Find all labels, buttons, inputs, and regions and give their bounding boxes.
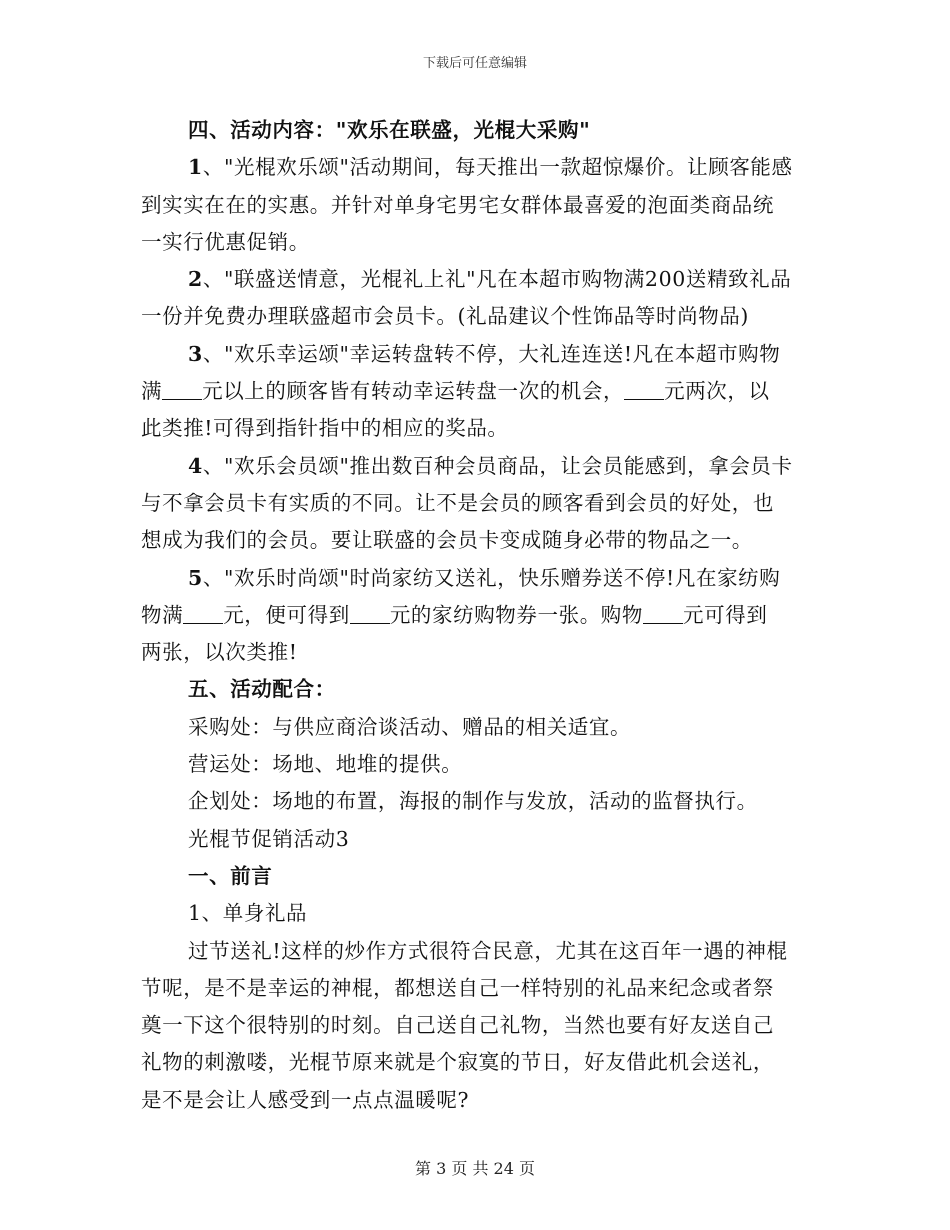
paragraph-line3: 奠一下这个很特别的时刻。自己送自己礼物，当然也要有好友送自己: [141, 1013, 774, 1038]
paragraph-line4: 礼物的刺激喽，光棍节原来就是个寂寞的节日，好友借此机会送礼，: [141, 1050, 774, 1075]
next-doc-title: 光棍节促销活动3: [188, 826, 350, 851]
item1-line1: [141, 149, 811, 186]
item5-text2d: 元可得到: [683, 602, 768, 627]
paragraph-line5: 是不是会让人感受到一点点温暖呢?: [141, 1087, 470, 1112]
item4-line3: 想成为我们的会员。要让联盛的会员卡变成随身必带的物品之一。: [141, 528, 753, 553]
item3-line3: 此类推!可得到指针指中的相应的奖品。: [141, 416, 509, 441]
item4-number: 4: [188, 453, 203, 478]
amount-blank: [183, 601, 223, 624]
item3-text2b: 元以上的顾客皆有转动幸运转盘一次的机会，: [202, 379, 625, 404]
item3-number: 3: [188, 341, 203, 366]
item5-line3: 两张，以次类推!: [141, 640, 298, 665]
item1-number: 1: [188, 155, 203, 180]
item2-text1: 、"联盛送情意，光棍礼上礼"凡在本超市购物满200送精致礼品: [202, 267, 792, 292]
item3-line1: [141, 336, 811, 373]
item1-line3: 一实行优惠促销。: [141, 229, 310, 254]
section5-heading: 五、活动配合：: [188, 677, 336, 702]
amount-blank: [643, 601, 683, 624]
item4-text1: 、"欢乐会员颂"推出数百种会员商品，让会员能感到，拿会员卡: [202, 453, 793, 478]
item4-line1: [141, 448, 811, 485]
item1-line2: 到实实在在的实惠。并针对单身宅男宅女群体最喜爱的泡面类商品统: [141, 192, 774, 217]
item2-line2: 一份并免费办理联盛超市会员卡。(礼品建议个性饰品等时尚物品): [141, 304, 749, 329]
paragraph-line2: 节呢，是不是幸运的神棍，都想送自己一样特别的礼品来纪念或者祭: [141, 975, 774, 1000]
preface-heading: 一、前言: [188, 863, 273, 888]
item1-text1: 、"光棍欢乐颂"活动期间，每天推出一款超惊爆价。让顾客能感: [202, 155, 793, 180]
item5-text2a: 物满: [141, 602, 184, 627]
item3-line2: [141, 373, 811, 410]
section4-heading: 四、活动内容："欢乐在联盛，光棍大采购": [188, 118, 591, 142]
page-footer: 第 3 页 共 24 页: [415, 1159, 535, 1178]
operations-dept-line: 营运处：场地、地堆的提供。: [188, 752, 463, 777]
item5-text2b: 元，便可得到: [223, 602, 350, 627]
item3-text1: 、"欢乐幸运颂"幸运转盘转不停，大礼连连送!凡在本超市购物: [202, 341, 781, 366]
item5-line2: [141, 597, 811, 634]
amount-blank: [350, 601, 390, 624]
item5-number: 5: [188, 565, 203, 590]
page-header: 下载后可任意编辑: [422, 56, 527, 71]
purchase-dept-line: 采购处：与供应商洽谈活动、赠品的相关适宜。: [188, 714, 632, 739]
item5-text2c: 元的家纺购物券一张。购物: [389, 602, 644, 627]
item4-line2: 与不拿会员卡有实质的不同。让不是会员的顾客看到会员的好处，也: [141, 490, 774, 515]
item5-line1: [141, 560, 811, 597]
paragraph-line1: 过节送礼!这样的炒作方式很符合民意，尤其在这百年一遇的神棍: [188, 938, 788, 963]
item3-text2a: 满: [141, 379, 163, 404]
item2-line1: [141, 261, 811, 298]
amount-blank: [162, 377, 202, 400]
item3-text2c: 元两次，以: [664, 379, 770, 404]
item2-number: 2: [188, 267, 203, 292]
document-body: [141, 112, 811, 1119]
amount-blank: [624, 377, 664, 400]
subheading: 1、单身礼品: [188, 901, 308, 926]
planning-dept-line: 企划处：场地的布置，海报的制作与发放，活动的监督执行。: [188, 789, 758, 814]
item5-text1: 、"欢乐时尚颂"时尚家纺又送礼，快乐赠券送不停!凡在家纺购: [202, 565, 781, 590]
